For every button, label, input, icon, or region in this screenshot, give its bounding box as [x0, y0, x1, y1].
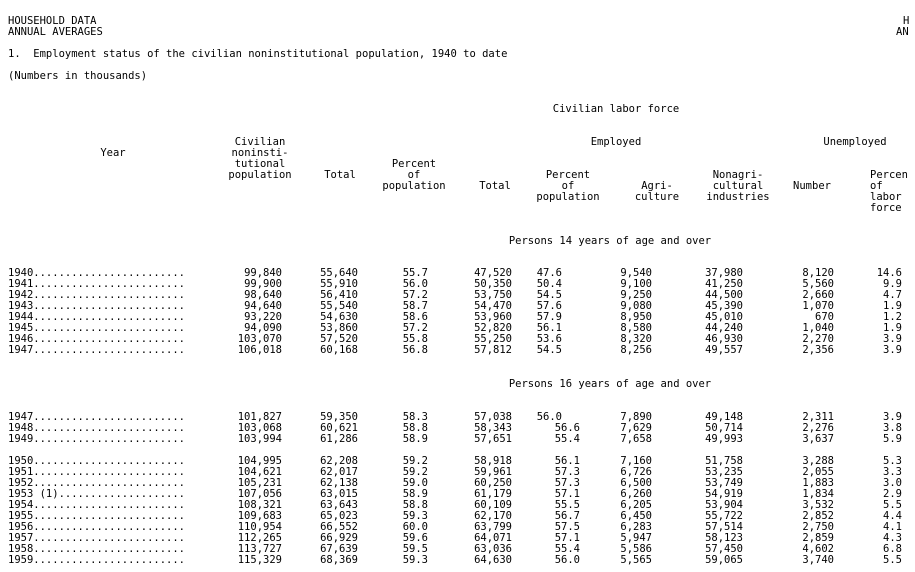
- labor-force-total-cell: 60,168: [320, 344, 358, 356]
- population-cell: 103,070: [237, 333, 282, 345]
- header-population: Civilian noninsti- tutional population: [228, 136, 292, 181]
- population-cell: 93,220: [244, 311, 282, 323]
- employed-total-cell: 64,071: [474, 532, 512, 544]
- unemployed-number-cell: 1,070: [802, 300, 834, 312]
- header-nonagricultural: Nonagri- cultural industries: [706, 169, 770, 203]
- labor-force-total-cell: 55,910: [320, 278, 358, 290]
- table-row: [0, 345, 908, 356]
- doc-header-line2: ANNUAL AVERAGES: [8, 26, 103, 38]
- doc-header-line1: HOUSEHOLD DATA: [8, 15, 97, 27]
- unemployed-number-cell: 2,055: [802, 466, 834, 478]
- year-cell: 1941........................: [8, 278, 186, 290]
- year-cell: 1955........................: [8, 510, 186, 522]
- percent-population-cell: 59.2: [402, 466, 428, 478]
- employed-total-cell: 52,820: [474, 322, 512, 334]
- unemployment-rate-cell: 4.4: [883, 510, 902, 522]
- agriculture-cell: 5,586: [620, 543, 652, 555]
- year-cell: 1946........................: [8, 333, 186, 345]
- nonagricultural-cell: 37,980: [705, 267, 743, 279]
- unemployment-rate-cell: 3.9: [883, 344, 902, 356]
- labor-force-total-cell: 62,017: [320, 466, 358, 478]
- employed-percent-cell: 56.6: [554, 422, 580, 434]
- year-cell: 1958........................: [8, 543, 186, 555]
- employed-total-cell: 57,038: [474, 411, 512, 423]
- labor-force-total-cell: 66,552: [320, 521, 358, 533]
- unemployment-rate-cell: 9.9: [883, 278, 902, 290]
- agriculture-cell: 7,160: [620, 455, 652, 467]
- year-cell: 1951........................: [8, 466, 186, 478]
- percent-population-cell: 58.3: [402, 411, 428, 423]
- nonagricultural-cell: 46,930: [705, 333, 743, 345]
- employed-percent-cell: 56.1: [554, 455, 580, 467]
- labor-force-total-cell: 56,410: [320, 289, 358, 301]
- employed-percent-cell: 50.4: [536, 278, 562, 290]
- percent-population-cell: 59.5: [402, 543, 428, 555]
- nonagricultural-cell: 45,010: [705, 311, 743, 323]
- nonagricultural-cell: 53,904: [705, 499, 743, 511]
- employed-total-cell: 62,170: [474, 510, 512, 522]
- header-unemployed-number: Number: [793, 180, 831, 192]
- employed-total-cell: 47,520: [474, 267, 512, 279]
- unemployed-number-cell: 2,270: [802, 333, 834, 345]
- unemployment-rate-cell: 14.6: [876, 267, 902, 279]
- agriculture-cell: 8,580: [620, 322, 652, 334]
- employed-percent-cell: 47.6: [536, 267, 562, 279]
- header-employed-percent-population: Percent of population: [536, 169, 600, 203]
- population-cell: 94,640: [244, 300, 282, 312]
- nonagricultural-cell: 45,390: [705, 300, 743, 312]
- employed-total-cell: 61,179: [474, 488, 512, 500]
- employed-total-cell: 63,799: [474, 521, 512, 533]
- header-total: Total: [324, 169, 356, 181]
- unemployment-rate-cell: 4.7: [883, 289, 902, 301]
- percent-population-cell: 59.3: [402, 510, 428, 522]
- labor-force-total-cell: 61,286: [320, 433, 358, 445]
- nonagricultural-cell: 44,500: [705, 289, 743, 301]
- year-cell: 1948........................: [8, 422, 186, 434]
- population-cell: 101,827: [237, 411, 282, 423]
- agriculture-cell: 7,629: [620, 422, 652, 434]
- employed-percent-cell: 57.6: [536, 300, 562, 312]
- unemployed-number-cell: 670: [815, 311, 834, 323]
- employed-total-cell: 53,960: [474, 311, 512, 323]
- agriculture-cell: 8,950: [620, 311, 652, 323]
- table-row: [0, 555, 908, 566]
- employed-percent-cell: 56.7: [554, 510, 580, 522]
- agriculture-cell: 7,890: [620, 411, 652, 423]
- unemployment-rate-cell: 5.3: [883, 455, 902, 467]
- year-cell: 1954........................: [8, 499, 186, 511]
- population-cell: 108,321: [237, 499, 282, 511]
- employed-percent-cell: 53.6: [536, 333, 562, 345]
- population-cell: 109,683: [237, 510, 282, 522]
- labor-force-total-cell: 66,929: [320, 532, 358, 544]
- employed-total-cell: 58,918: [474, 455, 512, 467]
- nonagricultural-cell: 54,919: [705, 488, 743, 500]
- labor-force-total-cell: 62,138: [320, 477, 358, 489]
- year-cell: 1943........................: [8, 300, 186, 312]
- agriculture-cell: 6,205: [620, 499, 652, 511]
- units-note: (Numbers in thousands): [8, 70, 148, 82]
- header-agriculture: Agri- culture: [634, 180, 680, 203]
- unemployed-number-cell: 4,602: [802, 543, 834, 555]
- population-cell: 107,056: [237, 488, 282, 500]
- population-cell: 113,727: [237, 543, 282, 555]
- nonagricultural-cell: 53,749: [705, 477, 743, 489]
- population-cell: 98,640: [244, 289, 282, 301]
- population-cell: 115,329: [237, 554, 282, 566]
- employed-percent-cell: 55.5: [554, 499, 580, 511]
- year-cell: 1947........................: [8, 411, 186, 423]
- population-cell: 105,231: [237, 477, 282, 489]
- percent-population-cell: 59.0: [402, 477, 428, 489]
- unemployment-rate-cell: 4.3: [883, 532, 902, 544]
- header-unemployed: Unemployed: [823, 136, 887, 148]
- employed-total-cell: 60,109: [474, 499, 512, 511]
- unemployed-number-cell: 1,834: [802, 488, 834, 500]
- nonagricultural-cell: 53,235: [705, 466, 743, 478]
- employed-percent-cell: 57.5: [554, 521, 580, 533]
- agriculture-cell: 9,100: [620, 278, 652, 290]
- labor-force-total-cell: 54,630: [320, 311, 358, 323]
- percent-population-cell: 59.6: [402, 532, 428, 544]
- population-cell: 94,090: [244, 322, 282, 334]
- year-cell: 1957........................: [8, 532, 186, 544]
- labor-force-total-cell: 65,023: [320, 510, 358, 522]
- agriculture-cell: 6,500: [620, 477, 652, 489]
- population-cell: 104,995: [237, 455, 282, 467]
- agriculture-cell: 5,947: [620, 532, 652, 544]
- agriculture-cell: 9,080: [620, 300, 652, 312]
- unemployed-number-cell: 3,740: [802, 554, 834, 566]
- doc-header-right1: H: [903, 15, 910, 27]
- unemployment-rate-cell: 3.8: [883, 422, 902, 434]
- unemployment-rate-cell: 2.9: [883, 488, 902, 500]
- percent-population-cell: 58.8: [402, 499, 428, 511]
- nonagricultural-cell: 49,993: [705, 433, 743, 445]
- employed-percent-cell: 56.0: [554, 554, 580, 566]
- unemployed-number-cell: 3,637: [802, 433, 834, 445]
- nonagricultural-cell: 44,240: [705, 322, 743, 334]
- labor-force-total-cell: 60,621: [320, 422, 358, 434]
- labor-force-total-cell: 53,860: [320, 322, 358, 334]
- unemployment-rate-cell: 3.9: [883, 411, 902, 423]
- doc-header-right2: AN: [896, 26, 909, 38]
- employed-percent-cell: 56.0: [536, 411, 562, 423]
- employed-total-cell: 60,250: [474, 477, 512, 489]
- unemployed-number-cell: 1,883: [802, 477, 834, 489]
- nonagricultural-cell: 59,065: [705, 554, 743, 566]
- unemployment-rate-cell: 3.9: [883, 333, 902, 345]
- percent-population-cell: 58.8: [402, 422, 428, 434]
- table-row: [0, 434, 908, 445]
- year-cell: 1959........................: [8, 554, 186, 566]
- year-cell: 1944........................: [8, 311, 186, 323]
- employed-percent-cell: 54.5: [536, 289, 562, 301]
- year-cell: 1956........................: [8, 521, 186, 533]
- year-cell: 1953 (1)....................: [8, 488, 186, 500]
- unemployed-number-cell: 2,276: [802, 422, 834, 434]
- employed-percent-cell: 55.4: [554, 433, 580, 445]
- employed-total-cell: 50,350: [474, 278, 512, 290]
- percent-population-cell: 57.2: [402, 289, 428, 301]
- employed-total-cell: 59,961: [474, 466, 512, 478]
- unemployment-rate-cell: 4.1: [883, 521, 902, 533]
- unemployed-number-cell: 3,532: [802, 499, 834, 511]
- nonagricultural-cell: 57,514: [705, 521, 743, 533]
- employed-total-cell: 58,343: [474, 422, 512, 434]
- unemployed-number-cell: 1,040: [802, 322, 834, 334]
- labor-force-total-cell: 55,540: [320, 300, 358, 312]
- header-civilian-labor-force: Civilian labor force: [552, 103, 680, 115]
- employed-percent-cell: 57.3: [554, 466, 580, 478]
- section-title-16-plus: Persons 16 years of age and over: [508, 378, 712, 390]
- unemployment-rate-cell: 5.5: [883, 554, 902, 566]
- unemployed-number-cell: 2,859: [802, 532, 834, 544]
- nonagricultural-cell: 58,123: [705, 532, 743, 544]
- agriculture-cell: 8,256: [620, 344, 652, 356]
- header-year: Year: [100, 147, 126, 159]
- nonagricultural-cell: 49,557: [705, 344, 743, 356]
- population-cell: 110,954: [237, 521, 282, 533]
- agriculture-cell: 6,726: [620, 466, 652, 478]
- population-cell: 99,840: [244, 267, 282, 279]
- section-title-14-plus: Persons 14 years of age and over: [508, 235, 712, 247]
- employed-total-cell: 64,630: [474, 554, 512, 566]
- agriculture-cell: 8,320: [620, 333, 652, 345]
- unemployed-number-cell: 2,311: [802, 411, 834, 423]
- labor-force-total-cell: 63,015: [320, 488, 358, 500]
- employed-total-cell: 54,470: [474, 300, 512, 312]
- employed-percent-cell: 57.1: [554, 532, 580, 544]
- labor-force-total-cell: 63,643: [320, 499, 358, 511]
- year-cell: 1945........................: [8, 322, 186, 334]
- agriculture-cell: 6,283: [620, 521, 652, 533]
- unemployed-number-cell: 2,660: [802, 289, 834, 301]
- employed-percent-cell: 56.1: [536, 322, 562, 334]
- employed-percent-cell: 55.4: [554, 543, 580, 555]
- percent-population-cell: 55.7: [402, 267, 428, 279]
- percent-population-cell: 56.8: [402, 344, 428, 356]
- percent-population-cell: 60.0: [402, 521, 428, 533]
- agriculture-cell: 9,250: [620, 289, 652, 301]
- unemployment-rate-cell: 1.9: [883, 300, 902, 312]
- nonagricultural-cell: 51,758: [705, 455, 743, 467]
- unemployment-rate-cell: 1.2: [883, 311, 902, 323]
- unemployed-number-cell: 2,750: [802, 521, 834, 533]
- labor-force-total-cell: 68,369: [320, 554, 358, 566]
- agriculture-cell: 6,450: [620, 510, 652, 522]
- percent-population-cell: 55.8: [402, 333, 428, 345]
- population-cell: 106,018: [237, 344, 282, 356]
- labor-force-total-cell: 59,350: [320, 411, 358, 423]
- labor-force-total-cell: 67,639: [320, 543, 358, 555]
- population-cell: 99,900: [244, 278, 282, 290]
- percent-population-cell: 58.6: [402, 311, 428, 323]
- labor-force-total-cell: 55,640: [320, 267, 358, 279]
- year-cell: 1947........................: [8, 344, 186, 356]
- employed-percent-cell: 57.3: [554, 477, 580, 489]
- employed-total-cell: 57,651: [474, 433, 512, 445]
- percent-population-cell: 59.3: [402, 554, 428, 566]
- percent-population-cell: 57.2: [402, 322, 428, 334]
- year-cell: 1952........................: [8, 477, 186, 489]
- unemployment-rate-cell: 1.9: [883, 322, 902, 334]
- percent-population-cell: 59.2: [402, 455, 428, 467]
- unemployment-rate-cell: 5.5: [883, 499, 902, 511]
- header-employed: Employed: [590, 136, 642, 148]
- nonagricultural-cell: 57,450: [705, 543, 743, 555]
- employed-percent-cell: 57.1: [554, 488, 580, 500]
- population-cell: 103,068: [237, 422, 282, 434]
- unemployment-rate-cell: 3.0: [883, 477, 902, 489]
- employed-total-cell: 63,036: [474, 543, 512, 555]
- header-percent-labor-force: Percen of labor force: [870, 169, 908, 214]
- unemployed-number-cell: 3,288: [802, 455, 834, 467]
- employed-total-cell: 53,750: [474, 289, 512, 301]
- nonagricultural-cell: 49,148: [705, 411, 743, 423]
- unemployment-rate-cell: 3.3: [883, 466, 902, 478]
- header-percent-population: Percent of population: [382, 158, 446, 192]
- nonagricultural-cell: 55,722: [705, 510, 743, 522]
- unemployment-rate-cell: 6.8: [883, 543, 902, 555]
- agriculture-cell: 9,540: [620, 267, 652, 279]
- unemployed-number-cell: 5,560: [802, 278, 834, 290]
- year-cell: 1942........................: [8, 289, 186, 301]
- population-cell: 104,621: [237, 466, 282, 478]
- unemployed-number-cell: 2,356: [802, 344, 834, 356]
- percent-population-cell: 56.0: [402, 278, 428, 290]
- nonagricultural-cell: 50,714: [705, 422, 743, 434]
- employed-percent-cell: 57.9: [536, 311, 562, 323]
- labor-force-total-cell: 57,520: [320, 333, 358, 345]
- percent-population-cell: 58.7: [402, 300, 428, 312]
- percent-population-cell: 58.9: [402, 433, 428, 445]
- percent-population-cell: 58.9: [402, 488, 428, 500]
- employed-total-cell: 57,812: [474, 344, 512, 356]
- unemployment-rate-cell: 5.9: [883, 433, 902, 445]
- labor-force-total-cell: 62,208: [320, 455, 358, 467]
- header-employed-total: Total: [479, 180, 511, 192]
- year-cell: 1940........................: [8, 267, 186, 279]
- year-cell: 1949........................: [8, 433, 186, 445]
- nonagricultural-cell: 41,250: [705, 278, 743, 290]
- employed-total-cell: 55,250: [474, 333, 512, 345]
- agriculture-cell: 5,565: [620, 554, 652, 566]
- year-cell: 1950........................: [8, 455, 186, 467]
- table-title: 1. Employment status of the civilian noninstitutional population, 1940 to date: [8, 48, 508, 60]
- population-cell: 103,994: [237, 433, 282, 445]
- agriculture-cell: 7,658: [620, 433, 652, 445]
- unemployed-number-cell: 8,120: [802, 267, 834, 279]
- agriculture-cell: 6,260: [620, 488, 652, 500]
- population-cell: 112,265: [237, 532, 282, 544]
- unemployed-number-cell: 2,852: [802, 510, 834, 522]
- employed-percent-cell: 54.5: [536, 344, 562, 356]
